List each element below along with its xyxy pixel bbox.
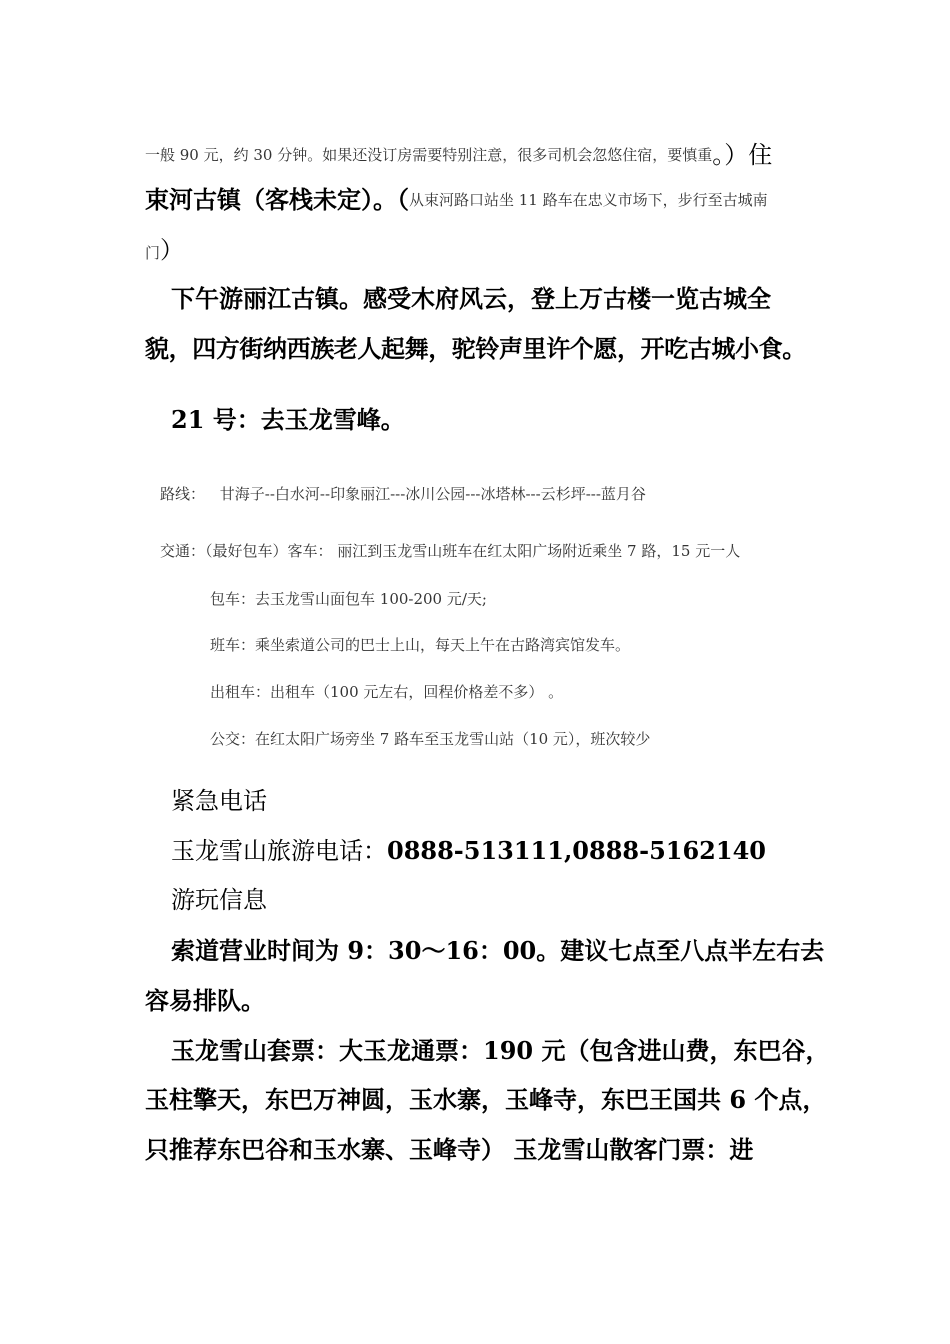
phone-label: 玉龙雪山旅游电话： bbox=[171, 837, 387, 865]
closing-paren: ） bbox=[160, 236, 185, 264]
text-line-2 bbox=[145, 185, 768, 214]
day-21-heading: 21 号：去玉龙雪峰。 bbox=[171, 405, 405, 434]
stay-directions: 从束河路口站坐 11 路车在忠义市场下，步行至古城南 bbox=[409, 191, 768, 209]
route-label: 路线： bbox=[160, 485, 206, 503]
info-title: 游玩信息 bbox=[171, 886, 267, 914]
text-line-3 bbox=[145, 238, 184, 262]
text-line-1 bbox=[145, 140, 773, 169]
afternoon-paragraph-line-1: 下午游丽江古镇。感受木府风云，登上万古楼一览古城全 bbox=[171, 284, 771, 313]
stay-heading: 束河古镇（客栈未定）。（ bbox=[145, 185, 409, 214]
charter-line: 包车：去玉龙雪山面包车 100-200 元/天; bbox=[210, 590, 487, 608]
route-line bbox=[160, 487, 646, 502]
traffic-line: 交通：（最好包车）客车： 丽江到玉龙雪山班车在红太阳广场附近乘坐 7 路，15 元一人 bbox=[160, 542, 741, 560]
directions-end: 门 bbox=[145, 244, 161, 262]
afternoon-paragraph-line-2: 貌，四方街纳西族老人起舞，驼铃声里许个愿，开吃古城小食。 bbox=[145, 334, 806, 363]
route-text: 甘海子--白水河--印象丽江---冰川公园---冰塔林---云杉坪---蓝月谷 bbox=[219, 485, 646, 503]
ticket-line-2: 玉柱擎天，东巴万神圆，玉水寨，玉峰寺，东巴王国共 6 个点， bbox=[145, 1085, 827, 1114]
taxi-line: 出租车：出租车（100 元左右，回程价格差不多） 。 bbox=[210, 683, 564, 701]
stay-heading-start: 。）住 bbox=[712, 141, 773, 169]
bus-line: 公交：在红太阳广场旁坐 7 路车至玉龙雪山站（10 元），班次较少 bbox=[210, 730, 651, 748]
phone-line bbox=[171, 836, 766, 865]
taxi-note-text: 一般 90 元，约 30 分钟。如果还没订房需要特别注意，很多司机会忽悠住宿，要慎重 bbox=[145, 146, 713, 164]
hours-line-1: 索道营业时间为 9：30～16：00。建议七点至八点半左右去 bbox=[171, 936, 825, 965]
ticket-line-3: 只推荐东巴谷和玉水寨、玉峰寺） 玉龙雪山散客门票：进 bbox=[145, 1135, 754, 1164]
emergency-title: 紧急电话 bbox=[171, 787, 267, 815]
ticket-line-1: 玉龙雪山套票：大玉龙通票：190 元（包含进山费，东巴谷， bbox=[171, 1036, 830, 1065]
hours-line-2: 容易排队。 bbox=[145, 986, 265, 1015]
shuttle-line: 班车：乘坐索道公司的巴士上山，每天上午在古路湾宾馆发车。 bbox=[210, 636, 631, 654]
phone-numbers: 0888-513111,0888-5162140 bbox=[387, 836, 766, 865]
